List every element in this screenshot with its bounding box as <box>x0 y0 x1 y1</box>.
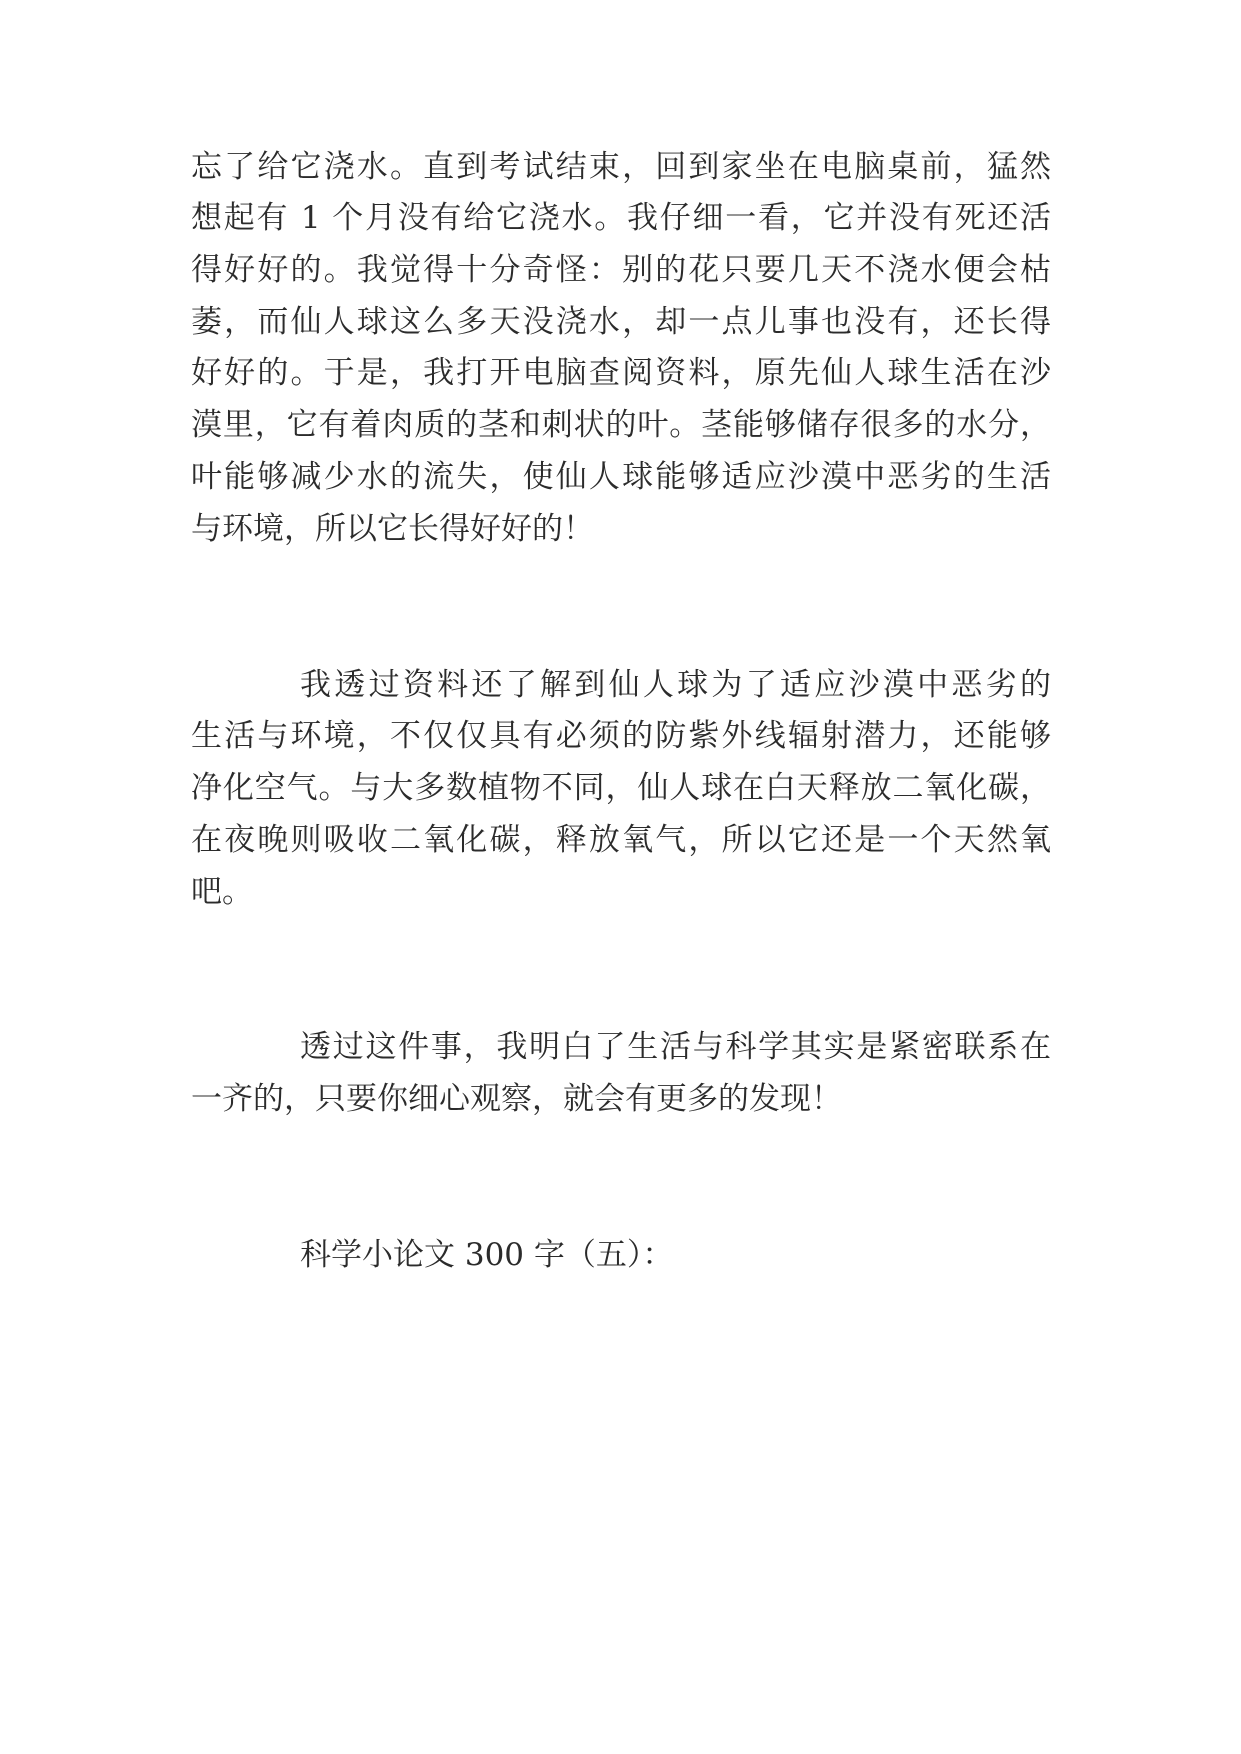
paragraph-1-line-7: 叶能够减少水的流失，使仙人球能够适应沙漠中恶劣的生活 <box>191 459 1051 495</box>
paragraph-1-line-4: 萎，而仙人球这么多天没浇水，却一点儿事也没有，还长得 <box>191 304 1051 340</box>
paragraph-2-line-2: 生活与环境，不仅仅具有必须的防紫外线辐射潜力，还能够 <box>191 718 1051 754</box>
paragraph-1-line-6: 漠里，它有着肉质的茎和刺状的叶。茎能够储存很多的水分， <box>191 407 1051 443</box>
paragraph-2-line-3: 净化空气。与大多数植物不同，仙人球在白天释放二氧化碳， <box>191 770 1051 806</box>
paragraph-3-line-1: 透过这件事，我明白了生活与科学其实是紧密联系在 <box>300 1029 1051 1065</box>
paragraph-1-line-1: 忘了给它浇水。直到考试结束，回到家坐在电脑桌前，猛然 <box>191 149 1051 185</box>
paragraph-1-line-2: 想起有 1 个月没有给它浇水。我仔细一看，它并没有死还活 <box>191 200 1051 236</box>
paragraph-2-line-1: 我透过资料还了解到仙人球为了适应沙漠中恶劣的 <box>300 667 1051 703</box>
paragraph-2-line-5: 吧。 <box>191 874 253 910</box>
paragraph-1-line-5: 好好的。于是，我打开电脑查阅资料，原先仙人球生活在沙 <box>191 355 1051 391</box>
paragraph-1-line-3: 得好好的。我觉得十分奇怪：别的花只要几天不浇水便会枯 <box>191 252 1051 288</box>
paragraph-1-line-8: 与环境，所以它长得好好的！ <box>191 511 594 547</box>
section-heading: 科学小论文 300 字（五）： <box>300 1237 674 1273</box>
paragraph-2-line-4: 在夜晚则吸收二氧化碳，释放氧气，所以它还是一个天然氧 <box>191 822 1051 858</box>
paragraph-3-line-2: 一齐的，只要你细心观察，就会有更多的发现！ <box>191 1081 842 1117</box>
